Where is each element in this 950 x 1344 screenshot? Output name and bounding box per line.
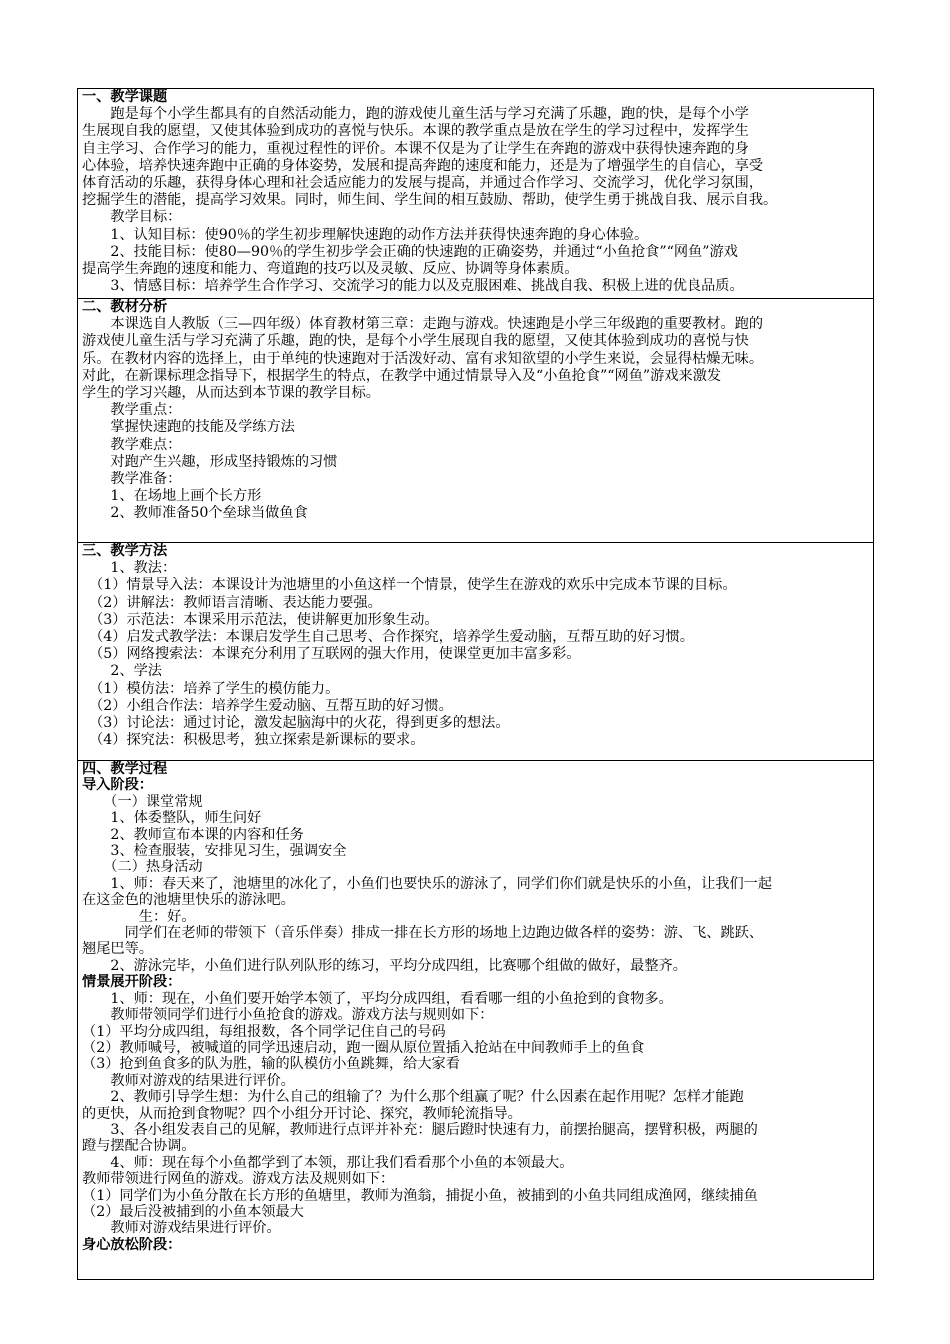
- text-line: 2、教师宣布本课的内容和任务: [82, 826, 304, 843]
- text-line: 挖掘学生的潜能，提高学习效果。同时，师生间、学生间的相互鼓励、帮助，使学生勇于挑战自我、展示自我。: [82, 192, 778, 209]
- section-heading: 导入阶段：: [82, 777, 153, 794]
- text-line: （4）探究法：积极思考，独立探索是新课标的要求。: [82, 732, 425, 749]
- section-heading: 身心放松阶段：: [82, 1236, 182, 1253]
- text-line: 体育活动的乐趣，获得身体心理和社会适应能力的发展与提高，并通过合作学习、交流学习，优化学习氛围，: [82, 175, 764, 192]
- text-line: 教师对游戏的结果进行评价。: [82, 1072, 295, 1089]
- text-line: 对此，在新课标理念指导下，根据学生的特点，在教学中通过情景导入及“小鱼抢食”“网鱼”游戏来激发: [82, 367, 722, 384]
- text-line: 翘尾巴等。: [82, 941, 153, 958]
- text-line: 2、游泳完毕，小鱼们进行队列队形的练习，平均分成四组，比赛哪个组做的做好，最整齐。: [82, 957, 687, 974]
- text-line: 1、师：春天来了，池塘里的冰化了，小鱼们也要快乐的游泳了，同学们你们就是快乐的小鱼，让我们一起: [82, 875, 773, 892]
- text-line: （2）小组合作法：培养学生爱动脑、互帮互助的好习惯。: [82, 697, 453, 714]
- text-line: 1、在场地上画个长方形: [82, 488, 262, 505]
- text-line: 在这金色的池塘里快乐的游泳吧。: [82, 892, 295, 909]
- text-line: 掌握快速跑的技能及学练方法: [82, 419, 295, 436]
- text-line: 3、检查服装，安排见习生，强调安全: [82, 843, 347, 860]
- text-line: 学生的学习兴趣，从而达到本节课的教学目标。: [82, 385, 380, 402]
- text-line: 生展现自我的愿望，又使其体验到成功的喜悦与快乐。本课的教学重点是放在学生的学习过程中，发挥学生: [82, 123, 749, 140]
- section-heading: 四、教学过程: [82, 761, 168, 777]
- text-line: 心体验，培养快速奔跑中正确的身体姿势，发展和提高奔跑的速度和能力，还是为了增强学生的自信心，享受: [82, 157, 764, 174]
- text-line: （一）课堂常规: [82, 793, 203, 810]
- text-line: （1）模仿法：培养了学生的模仿能力。: [82, 680, 340, 697]
- text-line: （4）启发式教学法：本课启发学生自己思考、合作探究，培养学生爱动脑，互帮互助的好习惯。: [82, 629, 694, 646]
- text-line: 教学难点：: [82, 436, 182, 453]
- text-line: （2）讲解法：教师语言清晰、表达能力要强。: [82, 594, 382, 611]
- text-line: 1、体委整队，师生问好: [82, 810, 262, 827]
- text-line: 1、认知目标：使90％的学生初步理解快速跑的动作方法并获得快速奔跑的身心体验。: [82, 226, 649, 243]
- text-line: （5）网络搜索法：本课充分利用了互联网的强大作用，使课堂更加丰富多彩。: [82, 646, 581, 663]
- text-line: 本课选自人教版（三—四年级）体育教材第三章：走跑与游戏。快速跑是小学三年级跑的重要教材。跑的: [82, 316, 764, 333]
- section-heading: 情景展开阶段：: [82, 974, 182, 991]
- section-heading: 一、教学课题: [82, 89, 168, 105]
- lesson-plan-table: [77, 88, 874, 1280]
- section-heading: 二、教材分析: [82, 299, 168, 315]
- text-line: 乐。在教材内容的选择上，由于单纯的快速跑对于活泼好动、富有求知欲望的小学生来说，会显得枯燥无味。: [82, 350, 764, 367]
- text-line: 2、教师准备50个垒球当做鱼食: [82, 505, 308, 522]
- text-line: 跑是每个小学生都具有的自然活动能力，跑的游戏使儿童生活与学习充满了乐趣，跑的快，是每个小学: [82, 106, 749, 123]
- section-material-analysis: [78, 299, 873, 543]
- text-line: 3、各小组发表自己的见解，教师进行点评并补充：腿后蹬时快速有力，前摆抬腿高，摆臂积极，两腿的: [82, 1121, 758, 1138]
- text-line: 自主学习、合作学习的能力，重视过程性的评价。本课不仅是为了让学生在奔跑的游戏中获得快速奔跑的身: [82, 140, 749, 157]
- text-line: 1、师：现在，小鱼们要开始学本领了，平均分成四组，看看哪一组的小鱼抢到的食物多。: [82, 990, 673, 1007]
- section-teaching-process: [78, 761, 873, 1279]
- text-line: （1）平均分成四组，每组报数，各个同学记住自己的号码: [82, 1023, 446, 1040]
- text-line: 游戏使儿童生活与学习充满了乐趣，跑的快，是每个小学生展现自我的愿望，又使其体验到成功的喜悦与快: [82, 333, 749, 350]
- text-line: （1）情景导入法：本课设计为池塘里的小鱼这样一个情景，使学生在游戏的欢乐中完成本节课的目标。: [82, 577, 737, 594]
- text-line: 教师带领进行网鱼的游戏。游戏方法及规则如下：: [82, 1171, 395, 1188]
- text-line: 4、师：现在每个小鱼都学到了本领，那让我们看看那个小鱼的本领最大。: [82, 1154, 574, 1171]
- text-line: 教师对游戏结果进行评价。: [82, 1220, 281, 1237]
- text-line: 教师带领同学们进行小鱼抢食的游戏。游戏方法与规则如下：: [82, 1007, 494, 1024]
- text-line: 的更快，从而抢到食物呢？四个小组分开讨论、探究，教师轮流指导。: [82, 1105, 522, 1122]
- text-line: （3）示范法：本课采用示范法，使讲解更加形象生动。: [82, 611, 439, 628]
- text-line: 对跑产生兴趣，形成坚持锻炼的习惯: [82, 453, 338, 470]
- text-line: 教学目标：: [82, 209, 182, 226]
- text-line: 2、技能目标：使80—90％的学生初步学会正确的快速跑的正确姿势，并通过“小鱼抢食”“网鱼”游戏: [82, 243, 738, 260]
- text-line: （3）讨论法：通过讨论，激发起脑海中的火花，得到更多的想法。: [82, 715, 510, 732]
- text-line: 同学们在老师的带领下（音乐伴奏）排成一排在长方形的场地上边跑边做各样的姿势：游、飞、跳跃、: [82, 925, 764, 942]
- text-line: 1、教法：: [82, 560, 177, 577]
- text-line: 2、教师引导学生想：为什么自己的组输了？为什么那个组赢了呢？什么因素在起作用呢？怎样才能跑: [82, 1089, 744, 1106]
- section-teaching-topic: [78, 89, 873, 299]
- text-line: 2、学法: [82, 663, 162, 680]
- text-line: 3、情感目标：培养学生合作学习、交流学习的能力以及克服困难、挑战自我、积极上进的优良品质。: [82, 278, 744, 295]
- text-line: 教学重点：: [82, 402, 182, 419]
- text-line: 生：好。: [82, 908, 196, 925]
- section-heading: 三、教学方法: [82, 543, 168, 559]
- text-line: （2）最后没被捕到的小鱼本领最大: [82, 1203, 304, 1220]
- text-line: 提高学生奔跑的速度和能力、弯道跑的技巧以及灵敏、反应、协调等身体素质。: [82, 261, 579, 278]
- text-line: 蹬与摆配合协调。: [82, 1138, 196, 1155]
- text-line: （二）热身活动: [82, 859, 203, 876]
- text-line: 教学准备：: [82, 471, 182, 488]
- text-line: （3）抢到鱼食多的队为胜，输的队模仿小鱼跳舞，给大家看: [82, 1056, 460, 1073]
- text-line: （2）教师喊号，被喊道的同学迅速启动，跑一圈从原位置插入抢站在中间教师手上的鱼食: [82, 1039, 645, 1056]
- text-line: （1）同学们为小鱼分散在长方形的鱼塘里，教师为渔翁，捕捉小鱼，被捕到的小鱼共同组成渔网，继续捕鱼: [82, 1187, 758, 1204]
- section-teaching-methods: [78, 543, 873, 761]
